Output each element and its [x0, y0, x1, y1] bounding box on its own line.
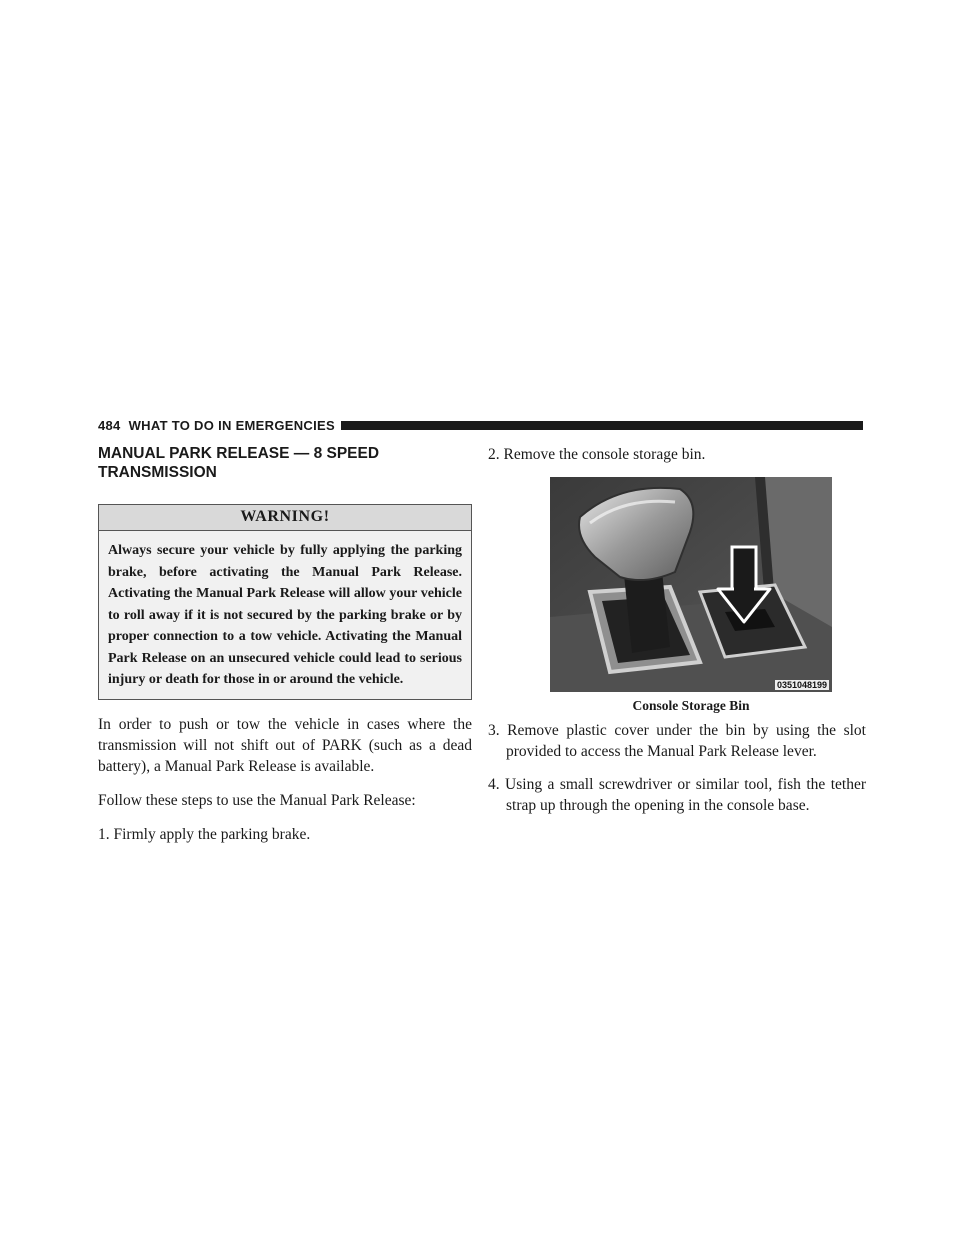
section-name: WHAT TO DO IN EMERGENCIES [128, 417, 335, 433]
step-3: 3. Remove plastic cover under the bin by using the slot provided to access the Manual Park Release lever. [488, 722, 866, 760]
figure-caption: Console Storage Bin [632, 698, 750, 713]
figure-code: 0351048199 [776, 680, 827, 690]
console-storage-bin-image [550, 477, 832, 692]
step-2: 2. Remove the console storage bin. [488, 446, 706, 463]
console-illustration [550, 477, 832, 692]
page-header [98, 418, 863, 432]
intro-paragraph: In order to push or tow the vehicle in cases where the transmission will not shift out of PARK (such as a dead battery), a Manual Park Release is available. [98, 715, 472, 775]
header-bar [341, 421, 863, 430]
warning-text: Always secure your vehicle by fully applying the parking brake, before activating the Manual Park Release. Activating the Manual Park Release will allow your vehicle to roll away if it is not secured by the parking brake or by proper connection to a tow vehicle. Activating the Manual Park Release on an unsecured vehicle could lead to serious injury or death for those in or around the vehicle. [108, 543, 462, 687]
page-number: 484 [98, 417, 121, 433]
right-column [488, 444, 866, 828]
warning-box [98, 504, 472, 700]
left-column [98, 444, 472, 857]
warning-heading: WARNING! [99, 505, 471, 531]
step-4: 4. Using a small screwdriver or similar tool, fish the tether strap up through the opening in the console base. [488, 776, 866, 814]
steps-intro: Follow these steps to use the Manual Park Release: [98, 791, 416, 809]
step-1: 1. Firmly apply the parking brake. [98, 825, 311, 843]
section-title: MANUAL PARK RELEASE — 8 SPEED TRANSMISSION [98, 445, 380, 481]
